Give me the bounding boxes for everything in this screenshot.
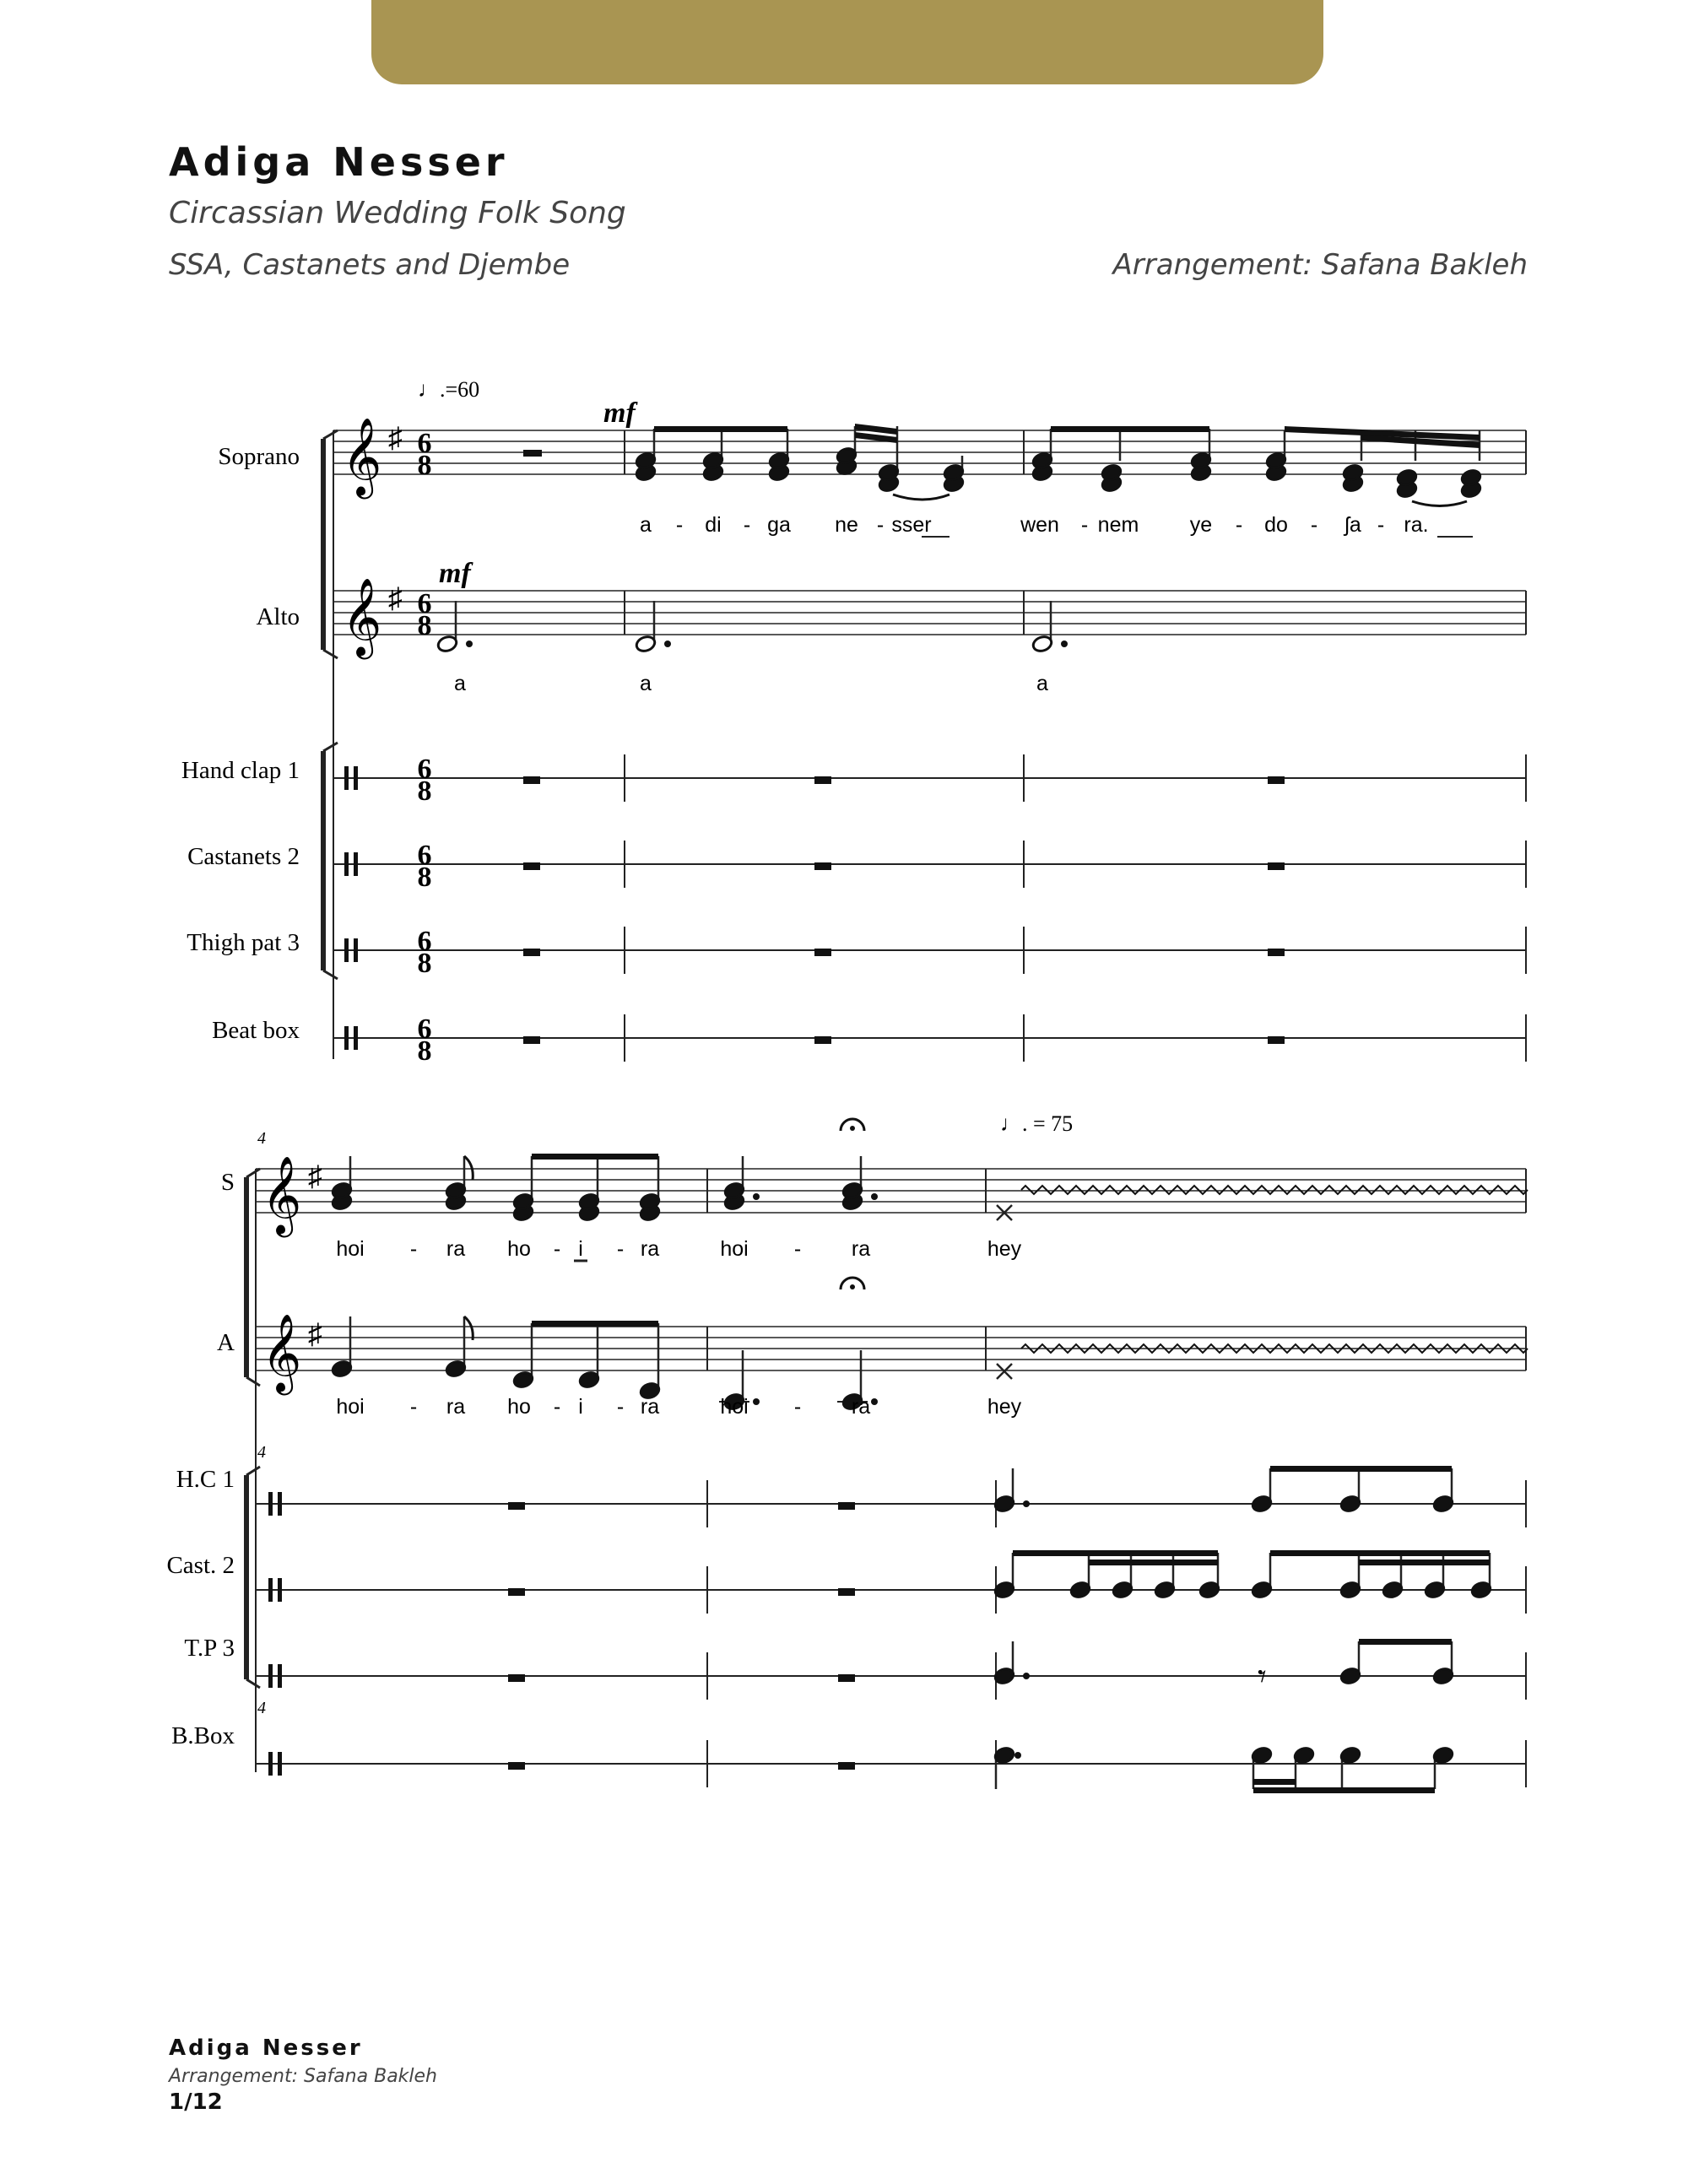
soprano-lyric-5: ne xyxy=(835,513,858,537)
key-signature-sharp: ♯ xyxy=(308,1161,322,1192)
alto-s2-lyric-5: i xyxy=(578,1395,583,1419)
percussion-clef xyxy=(268,1664,273,1688)
staff-label-s2-2: H.C 1 xyxy=(176,1466,235,1493)
percussion-clef xyxy=(354,852,358,876)
alto-clef: 𝄞 xyxy=(342,581,382,655)
whole-rest xyxy=(814,1036,831,1044)
soprano-s2-lyric-4: - xyxy=(553,1237,561,1261)
alto-s2-lyric-1: - xyxy=(409,1395,418,1419)
soprano-lyric-4: ga xyxy=(767,513,791,537)
staff-label-0: Soprano xyxy=(218,443,300,470)
whole-rest xyxy=(814,776,831,784)
whole-rest xyxy=(508,1674,525,1682)
alto-s2-lyric-3: ho xyxy=(507,1395,531,1419)
percussion-clef xyxy=(344,766,349,790)
whole-rest xyxy=(508,1762,525,1770)
flag xyxy=(464,1316,473,1340)
percussion-clef xyxy=(278,1752,282,1776)
flag xyxy=(464,1156,473,1180)
staff-label-s2-1: A xyxy=(217,1329,235,1356)
whole-rest xyxy=(814,949,831,956)
soprano-s2-lyric-5: i xyxy=(578,1237,583,1261)
beam xyxy=(1051,426,1209,432)
alto-s2-lyric-0: hoi xyxy=(336,1395,365,1419)
soprano-lyric-15: ʃa xyxy=(1344,513,1361,537)
soprano-lyric-0: a xyxy=(640,513,652,537)
soprano-lyric-2: di xyxy=(705,513,722,537)
beam xyxy=(1253,1787,1435,1793)
alto-s2-lyric-11: hey xyxy=(987,1395,1022,1419)
whole-rest xyxy=(508,1588,525,1596)
time-signature-bottom: 8 xyxy=(417,948,432,979)
soprano-lyric-12: - xyxy=(1235,513,1243,537)
time-signature-top: 6 xyxy=(417,428,432,459)
whole-rest xyxy=(838,1588,855,1596)
whole-rest xyxy=(523,776,540,784)
system-bracket xyxy=(323,430,338,439)
whole-rest xyxy=(1268,949,1285,956)
percussion-clef xyxy=(354,1026,358,1050)
augmentation-dot xyxy=(871,1398,878,1405)
soprano-lyric-3: - xyxy=(743,513,751,537)
alto-s2-lyric-8: hoi xyxy=(720,1395,749,1419)
soprano-s2-lyric-10: ra xyxy=(851,1237,871,1261)
key-signature-sharp: ♯ xyxy=(388,423,403,454)
percussion-clef xyxy=(268,1578,273,1602)
soprano-lyric-1: - xyxy=(675,513,684,537)
percussion-clef xyxy=(344,938,349,962)
beam xyxy=(532,1321,658,1327)
footer-title: Adiga Nesser xyxy=(169,2035,363,2061)
beam xyxy=(1253,1779,1296,1785)
alto-s2-lyric-7: ra xyxy=(640,1395,660,1419)
tie xyxy=(893,495,950,500)
whole-rest xyxy=(1268,862,1285,870)
soprano-s2-lyric-3: ho xyxy=(507,1237,531,1261)
whole-rest xyxy=(1268,776,1285,784)
fermata-icon xyxy=(850,1126,855,1131)
system-bracket xyxy=(246,1377,260,1386)
beam xyxy=(1270,1466,1452,1472)
whole-rest xyxy=(838,1762,855,1770)
time-signature-top: 6 xyxy=(417,1014,432,1045)
soprano-clef: 𝄞 xyxy=(342,420,382,495)
augmentation-dot xyxy=(1023,1500,1030,1507)
measure-number: 4 xyxy=(257,1443,266,1462)
beam xyxy=(1013,1550,1218,1556)
arrangement-credit: Arrangement: Safana Bakleh xyxy=(1112,248,1528,282)
measure-number: 4 xyxy=(257,1699,266,1717)
soprano-lyric-8: wen xyxy=(1020,513,1059,537)
time-signature-bottom: 8 xyxy=(417,862,432,893)
percussion-clef xyxy=(344,1026,349,1050)
piece-subtitle: Circassian Wedding Folk Song xyxy=(169,196,626,230)
soprano-s2-lyric-0: hoi xyxy=(336,1237,365,1261)
staff-label-s2-0: S xyxy=(220,1169,235,1196)
soprano-s2-lyric-7: ra xyxy=(640,1237,660,1261)
percussion-clef xyxy=(278,1492,282,1516)
soprano-s2-lyric-2: ra xyxy=(446,1237,466,1261)
beam xyxy=(654,426,787,432)
soprano-lyric-11: ye xyxy=(1189,513,1213,537)
dynamic-mf: mf xyxy=(439,558,471,589)
soprano-lyric-17: ra. xyxy=(1404,513,1429,537)
soprano-lyric-9: - xyxy=(1080,513,1089,537)
percussion-clef xyxy=(278,1578,282,1602)
augmentation-dot xyxy=(466,641,473,647)
whole-rest xyxy=(523,862,540,870)
augmentation-dot xyxy=(1014,1752,1021,1759)
system-bracket xyxy=(323,650,338,658)
soprano-s2-lyric-1: - xyxy=(409,1237,418,1261)
fermata-icon xyxy=(850,1284,855,1289)
soprano-s2-lyric-11: hey xyxy=(987,1237,1022,1261)
alto-lyric-2: a xyxy=(1036,672,1048,695)
percussion-clef xyxy=(354,766,358,790)
percussion-clef xyxy=(354,938,358,962)
soprano-lyric-13: do xyxy=(1264,513,1288,537)
key-signature-sharp: ♯ xyxy=(308,1319,322,1350)
dynamic-mf: mf xyxy=(603,397,636,429)
tempo-marking: ♩.=60 xyxy=(418,377,480,402)
staff-label-s2-4: T.P 3 xyxy=(184,1635,235,1662)
staff-label-3: Castanets 2 xyxy=(187,843,300,870)
soprano-lyric-10: nem xyxy=(1097,513,1139,537)
soprano-lyric-7: sser xyxy=(891,513,932,537)
staff-label-1: Alto xyxy=(256,603,300,630)
augmentation-dot xyxy=(753,1398,760,1405)
beam xyxy=(532,1154,658,1160)
staff-label-s2-3: Cast. 2 xyxy=(166,1552,235,1579)
augmentation-dot xyxy=(1061,641,1068,647)
percussion-bracket xyxy=(323,743,338,751)
soprano-s2-lyric-8: hoi xyxy=(720,1237,749,1261)
eighth-rest: 𝄾 xyxy=(1258,1657,1267,1695)
whole-rest xyxy=(838,1674,855,1682)
piece-title: Adiga Nesser xyxy=(169,139,509,185)
soprano-s2-lyric-6: - xyxy=(616,1237,625,1261)
augmentation-dot xyxy=(1023,1673,1030,1679)
beam xyxy=(1270,1550,1490,1556)
system-bracket xyxy=(246,1169,260,1177)
time-signature-top: 6 xyxy=(417,588,432,619)
staff-label-5: Beat box xyxy=(212,1017,300,1044)
soprano-lyric-6: - xyxy=(876,513,885,537)
whole-rest xyxy=(838,1502,855,1510)
alto-lyric-1: a xyxy=(640,672,652,695)
alto-s2-lyric-10: ra xyxy=(851,1395,871,1419)
alto-s2-lyric-9: - xyxy=(793,1395,802,1419)
percussion-bracket xyxy=(246,1679,260,1688)
tie xyxy=(1412,501,1467,506)
whole-rest xyxy=(508,1502,525,1510)
percussion-clef xyxy=(278,1664,282,1688)
key-signature-sharp: ♯ xyxy=(388,583,403,614)
soprano-s2-lyric-9: - xyxy=(793,1237,802,1261)
page-number: 1/12 xyxy=(169,2089,223,2115)
beam xyxy=(1089,1560,1218,1565)
whole-rest xyxy=(814,862,831,870)
augmentation-dot xyxy=(753,1193,760,1200)
time-signature-top: 6 xyxy=(417,926,432,957)
percussion-clef xyxy=(268,1492,273,1516)
percussion-bracket xyxy=(246,1467,260,1475)
alto-s2-lyric-2: ra xyxy=(446,1395,466,1419)
percussion-clef xyxy=(268,1752,273,1776)
augmentation-dot xyxy=(664,641,671,647)
instrumentation: SSA, Castanets and Djembe xyxy=(169,248,571,282)
alto-clef: 𝄞 xyxy=(262,1316,302,1391)
staff-label-2: Hand clap 1 xyxy=(181,757,300,784)
time-signature-top: 6 xyxy=(417,840,432,871)
measure-number: 4 xyxy=(257,1129,266,1148)
augmentation-dot xyxy=(871,1193,878,1200)
soprano-lyric-14: - xyxy=(1310,513,1318,537)
time-signature-top: 6 xyxy=(417,754,432,785)
time-signature-bottom: 8 xyxy=(417,610,432,641)
percussion-clef xyxy=(344,852,349,876)
half-rest xyxy=(523,450,542,457)
whole-rest xyxy=(523,949,540,956)
time-signature-bottom: 8 xyxy=(417,450,432,481)
soprano-clef: 𝄞 xyxy=(262,1159,302,1233)
whole-rest xyxy=(1268,1036,1285,1044)
beam xyxy=(1359,1560,1490,1565)
alto-s2-lyric-4: - xyxy=(553,1395,561,1419)
alto-lyric-0: a xyxy=(454,672,466,695)
soprano-lyric-16: - xyxy=(1377,513,1385,537)
footer-arrangement: Arrangement: Safana Bakleh xyxy=(169,2066,438,2087)
alto-s2-lyric-6: - xyxy=(616,1395,625,1419)
glissando-line xyxy=(1021,1344,1528,1353)
tempo-marking: ♩. = 75 xyxy=(1000,1111,1074,1136)
time-signature-bottom: 8 xyxy=(417,1035,432,1067)
time-signature-bottom: 8 xyxy=(417,776,432,807)
staff-label-s2-5: B.Box xyxy=(171,1722,235,1749)
staff-label-4: Thigh pat 3 xyxy=(187,929,300,956)
percussion-bracket xyxy=(323,970,338,979)
beam xyxy=(1359,1639,1452,1645)
whole-rest xyxy=(523,1036,540,1044)
glissando-line xyxy=(1021,1186,1528,1194)
